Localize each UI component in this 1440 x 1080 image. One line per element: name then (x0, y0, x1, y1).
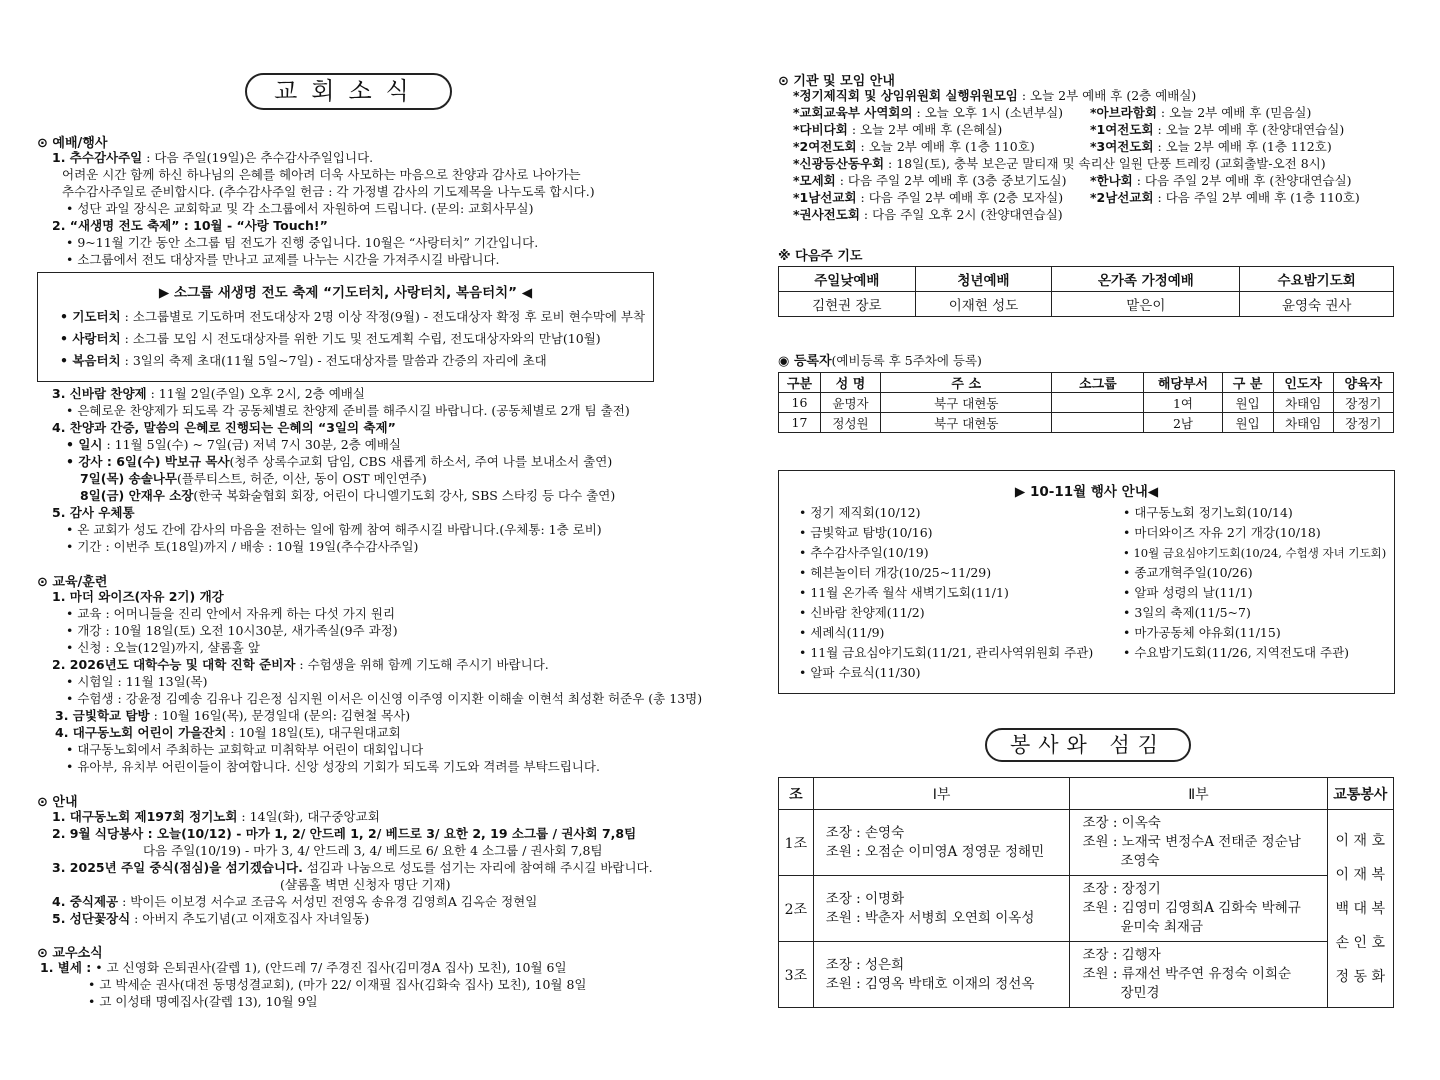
notice-line (52, 808, 380, 825)
register-cell: 16 (779, 393, 821, 413)
register-cell: 정성원 (820, 413, 880, 433)
register-col-header: 소그룹 (1052, 373, 1144, 393)
festival-item-label: • 사랑터치 (60, 331, 121, 346)
service-line: 조장 : 이명화 (825, 890, 905, 907)
org-line-text: : 오늘 2부 예배 후 (찬양대연습실) (1153, 122, 1345, 137)
worship-line (66, 402, 630, 419)
traffic-name: 손 인 호 (1335, 934, 1385, 951)
org-line (793, 138, 1035, 155)
org-line-text: : 다음 주일 2부 예배 후 (2층 모자실) (856, 190, 1064, 205)
worship-line (52, 419, 396, 436)
education-line (52, 588, 224, 605)
notice-line-text: 다음 주일(10/19) - 마가 3, 4/ 안드레 3, 4/ 베드로 6/ 요한 4 소그룹 / 권사회 7,8팀 (143, 843, 603, 858)
members-line-text: • 고 신영화 은퇴권사(갈렙 1), (안드레 7/ 주경진 집사(김미경A 집사) 모친), 10월 6일 (91, 960, 567, 975)
notice-line-label: 4. 중식제공 (52, 894, 119, 909)
education-line-text: • 교육 : 어머니들을 진리 안에서 자유케 하는 다섯 가지 원리 (66, 606, 396, 621)
prayer-table (778, 266, 1394, 317)
org-line (1090, 172, 1352, 189)
org-line-label: *아브라함회 (1090, 105, 1157, 120)
worship-line-text: • 9~11월 기간 동안 소그룹 팀 전도가 진행 중입니다. 10월은 “사랑터치” 기간입니다. (66, 235, 539, 250)
education-line-label: 2. 2026년도 대학수능 및 대학 진학 준비자 (52, 657, 296, 672)
org-line (1090, 121, 1344, 138)
worship-line-label: 2. “새생명 전도 축제” : 10월 - “사랑 Touch!” (52, 218, 328, 233)
education-line-text: • 대구동노회에서 주최하는 교회학교 미취학부 어린이 대회입니다 (66, 742, 424, 757)
event-item: • 대구동노회 정기노회(10/14) (1123, 505, 1293, 520)
prayer-col-header: 청년예배 (915, 267, 1052, 292)
worship-line-text: • 온 교회가 성도 간에 감사의 마음을 전하는 일에 함께 참여 해주시길 바랍니다.(우체통: 1층 로비) (66, 522, 602, 537)
register-col-header: 양육자 (1333, 373, 1393, 393)
org-line-text: : 오늘 2부 예배 후 (2층 예배실) (1017, 88, 1197, 103)
worship-line (66, 453, 612, 470)
prayer-col-header: 온가족 가정예배 (1052, 267, 1240, 292)
service-line: 조원 : 류재선 박주연 유정숙 이희순 (1082, 966, 1292, 982)
worship-line-label: 7일(목) 송솔나무 (80, 471, 177, 486)
education-line-label: 1. 마더 와이즈(자유 2기) 개강 (52, 589, 224, 604)
org-line (1090, 138, 1332, 155)
notice-line-label: 5. 성단꽃장식 (52, 911, 131, 926)
org-line-label: *다비다회 (793, 122, 848, 137)
festival-item (60, 330, 601, 347)
education-line (55, 724, 401, 741)
worship-line-text: 추수감사주일로 준비합시다. (추수감사주일 헌금 : 각 가정별 감사의 기도제목을 나누도록 합시다.) (62, 184, 595, 199)
worship-line-text: • 성단 과일 장식은 교회학교 및 각 소그룹에서 자원하여 드립니다. (문의: 교회사무실) (66, 201, 534, 216)
service-col-header: 교통봉사 (1327, 778, 1394, 810)
worship-line (80, 487, 615, 504)
notice-line-label: 3. 2025년 주일 중식(점심)을 섬기겠습니다. (52, 860, 303, 875)
service-line: 조원 : 김영옥 박태호 이재의 정선옥 (825, 975, 1035, 992)
traffic-name: 이 재 호 (1335, 832, 1385, 849)
org-line (793, 172, 1066, 189)
festival-item-text: : 소그룹 모임 시 전도대상자를 위한 기도 및 전도계획 수립, 전도대상자와의 만남(10월) (120, 331, 601, 346)
education-line-label: 3. 금빛학교 탐방 (55, 708, 150, 723)
service-line: 조장 : 손영숙 (825, 824, 905, 841)
register-header (778, 350, 982, 369)
worship-line-text: (한국 복화술협회 회장, 어린이 다니엘기도회 강사, SBS 스타킹 등 다수 출연) (193, 488, 616, 503)
org-line-text: : 다음 주일 2부 예배 후 (1층 110호) (1153, 190, 1360, 205)
education-line (66, 690, 702, 707)
event-item: • 정기 제직회(10/12) (799, 505, 921, 520)
members-line (40, 959, 567, 976)
register-title: ◉ 등록자 (778, 354, 832, 369)
education-line-text: • 수험생 : 강윤정 김예송 김유나 김은정 심지원 이서은 이신영 이주영 이지환 이해솔 이현석 최성환 허준우 (총 13명) (66, 691, 703, 706)
education-line (66, 673, 208, 690)
register-cell: 2남 (1144, 413, 1222, 433)
service-group: 1조 (779, 810, 814, 876)
worship-line-label: 5. 감사 우체통 (52, 505, 135, 520)
prayer-col-header: 주일낮예배 (779, 267, 916, 292)
notice-line (52, 893, 537, 910)
traffic-name: 정 동 화 (1335, 968, 1385, 985)
members-header: ⊙ 교우소식 (37, 946, 103, 961)
org-line-text: : 다음 주일 2부 예배 후 (3층 중보기도실) (835, 173, 1067, 188)
worship-line-text: : 11월 5일(수) ~ 7일(금) 저녁 7시 30분, 2층 예배실 (102, 437, 401, 452)
worship-line (66, 234, 538, 251)
notice-line-label: 1. 대구동노회 제197회 정기노회 (52, 809, 238, 824)
worship-line (52, 504, 135, 521)
table-row (779, 942, 1394, 1008)
service-part1-cell (813, 810, 1070, 876)
worship-line-text: • 은혜로운 찬양제가 되도록 각 공동체별로 찬양제 준비를 해주시길 바랍니다. (공동체별로 2개 팀 출전) (66, 403, 630, 418)
event-item: • 알파 수료식(11/30) (799, 665, 921, 680)
event-item: • 11월 온가족 월삭 새벽기도회(11/1) (799, 585, 1009, 600)
worship-line (52, 149, 373, 166)
service-line: 조원 : 노재국 변정수A 전태준 정순남 (1082, 834, 1301, 850)
worship-line (62, 183, 595, 200)
notice-line-text: 섬김과 나눔으로 성도를 섬기는 자리에 참여해 주시길 바랍니다. (302, 860, 653, 875)
prayer-cell: 이재현 성도 (915, 292, 1052, 317)
org-line-label: *권사전도회 (793, 207, 860, 222)
worship-header: ⊙ 예배/행사 (37, 136, 108, 151)
education-line (66, 605, 395, 622)
org-line-text: : 다음 주일 2부 예배 후 (찬양대연습실) (1132, 173, 1352, 188)
org-line-text: : 오늘 2부 예배 후 (1층 110호) (856, 139, 1035, 154)
worship-line (62, 166, 581, 183)
event-item: • 10월 금요심야기도회(10/24, 수험생 자녀 기도회) (1123, 546, 1387, 560)
education-line (66, 741, 423, 758)
register-note: (예비등록 후 5주차에 등록) (831, 353, 982, 368)
register-cell: 17 (779, 413, 821, 433)
notice-line-text: : 박이든 이보경 서수교 조금옥 서성민 전영옥 송유경 김영희A 김옥순 정현일 (118, 894, 538, 909)
service-line: 조장 : 장정기 (1082, 881, 1161, 897)
festival-item-text: : 3일의 축제 초대(11월 5일~7일) - 전도대상자를 말씀과 간증의 자리에 초대 (120, 353, 547, 368)
event-item: • 종교개혁주일(10/26) (1123, 565, 1253, 580)
event-item: • 헤븐놀이터 개강(10/25~11/29) (799, 565, 992, 580)
service-col-header: Ⅰ부 (813, 778, 1070, 810)
worship-line (52, 385, 365, 402)
members-line (88, 993, 318, 1010)
education-line (52, 656, 549, 673)
education-line-text: : 수험생을 위해 함께 기도해 주시기 바랍니다. (295, 657, 549, 672)
service-line: 조원 : 김영미 김영희A 김화숙 박혜규 (1082, 900, 1301, 916)
worship-line-text: • 기간 : 이번주 토(18일)까지 / 배송 : 10월 19일(추수감사주일) (66, 539, 419, 554)
traffic-name: 이 재 복 (1335, 866, 1385, 883)
table-row (779, 810, 1394, 876)
prayer-col-header: 수요밤기도회 (1240, 267, 1394, 292)
worship-line (66, 436, 401, 453)
service-part2-cell (1070, 942, 1327, 1008)
traffic-cell (1327, 810, 1394, 1008)
org-line (1090, 189, 1360, 206)
register-cell (1052, 413, 1144, 433)
org-line-text: : 오늘 2부 예배 후 (1층 112호) (1153, 139, 1332, 154)
org-line-text: : 오늘 2부 예배 후 (믿음실) (1156, 105, 1312, 120)
notice-line-text: (샬롬홀 벽면 신청자 명단 기재) (280, 877, 451, 892)
worship-line (66, 521, 602, 538)
register-cell: 차태임 (1273, 393, 1333, 413)
notice-line-label: 2. 9월 식당봉사 : 오늘(10/12) - 마가 1, 2/ 안드레 1, 2/ 베드로 3/ 요한 2, 19 소그룹 / 권사회 7,8팀 (52, 826, 637, 841)
service-line: 장민경 (1120, 985, 1160, 1001)
education-line-text: • 개강 : 10월 18일(토) 오전 10시30분, 새가족실(9주 과정) (66, 623, 398, 638)
service-group: 2조 (779, 876, 814, 942)
org-line-text: : 오늘 오후 1시 (소년부실) (912, 105, 1064, 120)
register-cell: 북구 대현동 (881, 413, 1052, 433)
festival-box-title: ▶ 소그룹 새생명 전도 축제 “기도터치, 사랑터치, 복음터치” ◀ (158, 285, 533, 301)
register-col-header: 해당부서 (1144, 373, 1222, 393)
worship-line-label: • 일시 (66, 437, 103, 452)
notice-line (52, 825, 636, 842)
worship-line-text: • 소그룹에서 전도 대상자를 만나고 교제를 나누는 시간을 가져주시길 바랍니다. (66, 252, 500, 267)
service-part1-cell (813, 876, 1070, 942)
event-item: • 신바람 찬양제(11/2) (799, 605, 925, 620)
table-row (779, 876, 1394, 942)
service-part1-cell (813, 942, 1070, 1008)
org-line-label: *2남선교회 (1090, 190, 1154, 205)
org-line (793, 189, 1063, 206)
members-line (88, 976, 587, 993)
table-row (779, 393, 1394, 413)
worship-line-label: • 강사 : 6일(수) 박보규 목사 (66, 454, 230, 469)
org-line (793, 155, 1326, 172)
table-row (779, 413, 1394, 433)
service-part2-cell (1070, 876, 1327, 942)
festival-item (60, 352, 547, 369)
register-col-header: 구분 (779, 373, 821, 393)
register-col-header: 성 명 (820, 373, 880, 393)
worship-line-text: (청주 상록수교회 담임, CBS 새롭게 하소서, 주여 나를 보내소서 출연) (229, 454, 613, 469)
org-line-label: *3여전도회 (1090, 139, 1154, 154)
education-line-text: : 10월 18일(토), 대구원대교회 (226, 725, 401, 740)
org-line-label: *정기제직회 및 상임위원회 실행위원모임 (793, 88, 1018, 103)
service-line: 조영숙 (1120, 853, 1160, 869)
service-col-header: Ⅱ부 (1070, 778, 1327, 810)
event-item: • 금빛학교 탐방(10/16) (799, 525, 933, 540)
prayer-cell: 윤영숙 권사 (1240, 292, 1394, 317)
education-line (55, 707, 410, 724)
service-line: 조원 : 박춘자 서병희 오연희 이옥성 (825, 909, 1035, 926)
worship-line-label: 4. 찬양과 간증, 말씀의 은혜로 진행되는 은혜의 “3일의 축제” (52, 420, 396, 435)
worship-line (80, 470, 427, 487)
org-line (793, 87, 1196, 104)
worship-line-text: (플루티스트, 허준, 이산, 동이 OST 메인연주) (176, 471, 427, 486)
prayer-cell: 맡은이 (1052, 292, 1240, 317)
register-cell: 1여 (1144, 393, 1222, 413)
service-line: 조장 : 김행자 (1082, 947, 1161, 963)
register-cell: 장정기 (1333, 413, 1393, 433)
worship-line (66, 538, 418, 555)
members-line-label: 1. 별세 : (40, 960, 92, 975)
org-line-text: : 오늘 2부 예배 후 (은혜실) (847, 122, 1003, 137)
education-line (66, 758, 600, 775)
org-line-label: *1남선교회 (793, 190, 857, 205)
org-line-label: *2여전도회 (793, 139, 857, 154)
org-line (793, 104, 1063, 121)
event-item: • 11월 금요심야기도회(11/21, 관리사역위원회 주관) (799, 645, 1094, 660)
notice-line (52, 910, 369, 927)
service-group: 3조 (779, 942, 814, 1008)
register-cell: 북구 대현동 (881, 393, 1052, 413)
festival-item-label: • 복음터치 (60, 353, 121, 368)
worship-line-label: 3. 신바람 찬양제 (52, 386, 147, 401)
service-part2-cell (1070, 810, 1327, 876)
org-line-label: *모세회 (793, 173, 836, 188)
event-item: • 마가공동체 야유회(11/15) (1123, 625, 1281, 640)
org-line (793, 206, 1063, 223)
education-header: ⊙ 교육/훈련 (37, 575, 108, 590)
festival-item-text: : 소그룹별로 기도하며 전도대상자 2명 이상 작정(9월) - 전도대상자 확정 후 로비 현수막에 부착 (120, 309, 646, 324)
register-cell: 장정기 (1333, 393, 1393, 413)
register-cell: 윤명자 (820, 393, 880, 413)
event-item: • 수요밤기도회(11/26, 지역전도대 주관) (1123, 645, 1350, 660)
event-item: • 알파 성령의 날(11/1) (1123, 585, 1253, 600)
worship-line-label: 8일(금) 안재우 소장 (80, 488, 194, 503)
register-cell: 원입 (1222, 413, 1273, 433)
org-line-text: : 18일(토), 충북 보은군 말티재 및 속리산 일원 단풍 트레킹 (교회출발-오전 8시) (884, 156, 1326, 171)
org-line-label: *교회교육부 사역회의 (793, 105, 913, 120)
register-cell: 차태임 (1273, 413, 1333, 433)
traffic-name: 백 대 복 (1335, 900, 1385, 917)
worship-line-text: : 다음 주일(19일)은 추수감사주일입니다. (142, 150, 374, 165)
education-line-text: • 시험일 : 11월 13일(목) (66, 674, 208, 689)
register-col-header: 구 분 (1222, 373, 1273, 393)
worship-line (66, 251, 500, 268)
register-col-header: 주 소 (881, 373, 1052, 393)
education-line-text: • 신청 : 오늘(12일)까지, 샬롬홀 앞 (66, 640, 260, 655)
education-line-text: : 10월 16일(목), 문경일대 (문의: 김현철 목사) (149, 708, 411, 723)
event-item: • 추수감사주일(10/19) (799, 545, 929, 560)
festival-item-label: • 기도터치 (60, 309, 121, 324)
register-table (778, 372, 1394, 433)
education-line (66, 622, 398, 639)
notice-header: ⊙ 안내 (37, 795, 78, 810)
service-table (778, 777, 1394, 1008)
register-cell: 원입 (1222, 393, 1273, 413)
org-line (1090, 104, 1311, 121)
org-line-label: *신광등산동우회 (793, 156, 885, 171)
worship-line (52, 217, 328, 234)
service-line: 조장 : 이옥숙 (1082, 815, 1161, 831)
register-col-header: 인도자 (1273, 373, 1333, 393)
service-line: 윤미숙 최재금 (1120, 919, 1203, 935)
notice-line-text: : 아버지 추도기념(고 이재호집사 자녀일동) (130, 911, 370, 926)
notice-line (280, 876, 451, 893)
festival-item (60, 308, 645, 325)
service-line: 조원 : 오점순 이미영A 정영문 정해민 (825, 843, 1045, 860)
left-page-title: 교회소식 (245, 73, 452, 110)
notice-line (143, 842, 603, 859)
event-item: • 세례식(11/9) (799, 625, 885, 640)
notice-line-text: : 14일(화), 대구중앙교회 (237, 809, 380, 824)
org-line-label: *1여전도회 (1090, 122, 1154, 137)
prayer-header: ※ 다음주 기도 (778, 249, 863, 264)
worship-line-text: 어려운 시간 함께 하신 하나님의 은혜를 헤아려 더욱 사모하는 마음으로 찬양과 감사로 나아가는 (62, 167, 581, 182)
worship-line-text: : 11월 2일(주일) 오후 2시, 2층 예배실 (146, 386, 365, 401)
events-title: ▶ 10-11월 행사 안내◀ (1014, 484, 1159, 500)
org-header: ⊙ 기관 및 모임 안내 (778, 74, 895, 89)
notice-line (52, 859, 653, 876)
events-box (778, 470, 1395, 694)
org-line-text: : 다음 주일 오후 2시 (찬양대연습실) (859, 207, 1063, 222)
event-item: • 마더와이즈 자유 2기 개강(10/18) (1123, 525, 1321, 540)
event-item: • 3일의 축제(11/5~7) (1123, 605, 1251, 620)
worship-line-label: 1. 추수감사주일 (52, 150, 143, 165)
members-line-text: • 고 이성태 명예집사(갈렙 13), 10월 9일 (88, 994, 318, 1009)
service-col-header: 조 (779, 778, 814, 810)
org-line-label: *한나회 (1090, 173, 1133, 188)
education-line (66, 639, 260, 656)
register-cell (1052, 393, 1144, 413)
members-line-text: • 고 박세순 권사(대전 동명성결교회), (마가 22/ 이재필 집사(김화숙 집사) 모친), 10월 8일 (88, 977, 587, 992)
service-title: 봉사와 섬김 (985, 728, 1191, 762)
service-line: 조장 : 성은희 (825, 956, 905, 973)
education-line-label: 4. 대구동노회 어린이 가을잔치 (55, 725, 227, 740)
prayer-cell: 김현권 장로 (779, 292, 916, 317)
worship-line (66, 200, 534, 217)
education-line-text: • 유아부, 유치부 어린이들이 참여합니다. 신앙 성장의 기회가 되도록 기도와 격려를 부탁드립니다. (66, 759, 600, 774)
festival-box (37, 272, 654, 382)
org-line (793, 121, 1002, 138)
